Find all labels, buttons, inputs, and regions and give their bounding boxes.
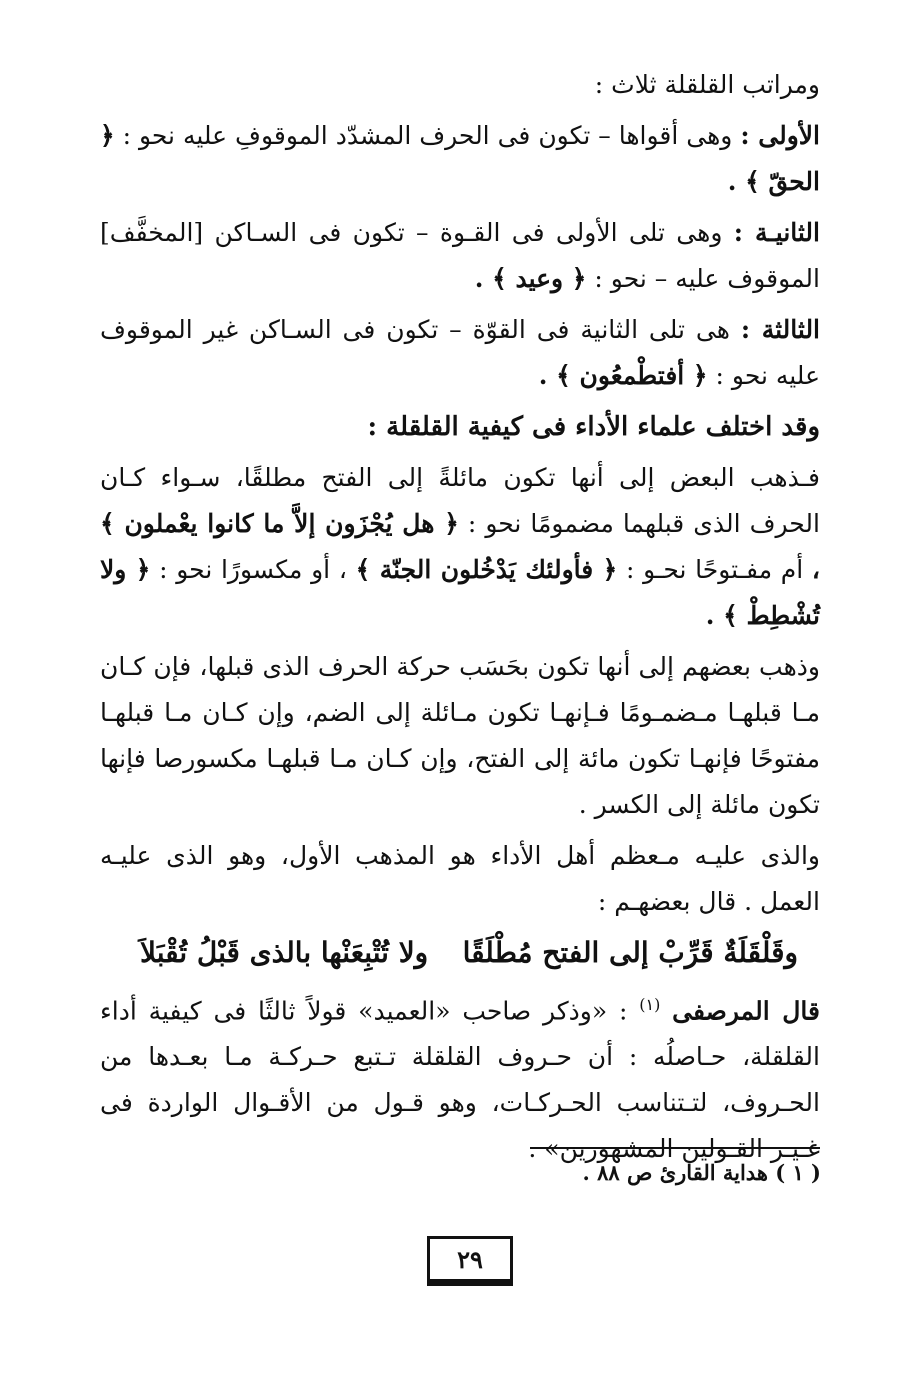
opinion-one-quote-1: ﴿ هل يُجْزَون إلاَّ ما كانوا يعْملون ﴾ ،: [100, 509, 820, 584]
page-number: ٢٩: [457, 1244, 483, 1274]
second-level-quote: ﴿ وعيد ﴾ .: [474, 264, 587, 293]
verse-second-hemistich: ولا تُتْبِعَنْها بالذى قَبْلُ تُقْبَلاَ: [140, 936, 429, 969]
intro-text: ومراتب القلقلة ثلاث :: [594, 70, 820, 99]
poem-verse: [100, 930, 820, 976]
main-text: [100, 62, 820, 1177]
paragraph-intro: [100, 62, 820, 108]
paragraph-first-level: [100, 113, 820, 205]
page-number-box: [427, 1236, 513, 1282]
marsafi-text: : «وذكر صاحب «العميد» قولاً ثالثًا فى كيفية أداء القلقلة، حـاصلُه : أن حـروف القلقلة تـتبع حـركـة مـا بعـدها من الحـروف، لتـتناسب الحـركـات، وهو قـول من الأقـوال الواردة فى غـيـر القـولين المشهورين» .: [100, 996, 820, 1164]
second-level-text: وهى تلى الأولى فى القـوة – تكون فى السـاكن [المخفَّف] الموقوف عليه – نحو :: [100, 218, 820, 293]
opinion-one-quote-2: ﴿ فأولئك يَدْخُلون الجنّة ﴾: [355, 555, 618, 584]
paragraph-marsafi-quote: [100, 982, 820, 1172]
section-heading: وقد اختلف علماء الأداء فى كيفية القلقلة :: [367, 412, 820, 442]
paragraph-third-level: [100, 307, 820, 399]
opinion-one-text-a: فـذهب البعض إلى أنها تكون مائلةً إلى الفتح مطلقًا، سـواء كـان الحرف الذى قبلهما مضمومًا نحو :: [100, 463, 820, 538]
opinion-one-quote-3: ﴿ ولا تُشْطِطْ ﴾ .: [100, 555, 820, 630]
footnote: ( ١ ) هداية القارئ ص ٨٨ .: [582, 1160, 821, 1185]
footnote-divider: [530, 1147, 820, 1149]
paragraph-opinion-one: [100, 455, 820, 639]
first-level-label: الأولى :: [740, 121, 820, 150]
first-level-quote: ﴿ الحقّ ﴾ .: [100, 121, 820, 196]
verse-first-hemistich: وقَلْقَلَةٌ قَرِّبْ إلى الفتح مُطْلَقًا: [462, 936, 798, 969]
second-level-label: الثانيـة :: [733, 218, 820, 247]
paragraph-preferred-opinion: والذى عليـه مـعظم أهل الأداء هو المذهب الأول، وهو الذى عليـه العمل . قال بعضهـم :: [100, 841, 820, 916]
third-level-quote: ﴿ أفتطْمعُون ﴾ .: [538, 361, 708, 390]
paragraph-opinion-two: وذهب بعضهم إلى أنها تكون بحَسَب حركة الحرف الذى قبلها، فإن كـان مـا قبلهـا مـضمـومًا فـإنهـا تكون مـائلة إلى الضم، وإن كـان مـا قبلهـا مفتوحًا فإنهـا تكون مائة إلى الفتح، وإن كـان مـا قبلهـا مكسورصا فإنها تكون مائلة إلى الكسر .: [100, 652, 820, 819]
opinion-one-text-b: أم مفـتوحًا نحـو :: [626, 555, 804, 584]
opinion-one-text-c: ، أو مكسورًا نحو :: [159, 555, 347, 584]
paragraph-second-level: [100, 210, 820, 302]
first-level-text: وهى أقواها – تكون فى الحرف المشدّد الموقوفِ عليه نحو :: [122, 121, 733, 150]
third-level-text: هى تلى الثانية فى القوّة – تكون فى السـاكن غير الموقوف عليه نحو :: [100, 315, 820, 390]
marsafi-lead: قال المرصفى: [672, 996, 820, 1026]
footnote-reference: (١): [639, 995, 661, 1014]
third-level-label: الثالثة :: [740, 315, 821, 344]
